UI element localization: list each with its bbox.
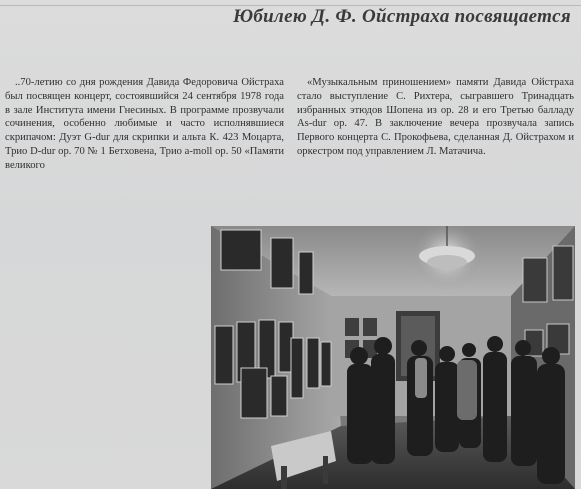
- exhibition-hall-photo: [211, 226, 575, 489]
- article-paragraph-right: «Музыкальным приношением» памяти Давида Ойстраха стало выступление С. Рихтера, сыгравшего Тринадцать избранных этюдов Шопена из op. 28 и его Третью балладу As-dur op. 47. В заключение вечера прозвучала запись Первого концерта С. Прокофьева, сделанная Д. Ойстрахом и оркестром под управлением Л. Матачича.: [297, 77, 574, 157]
- article-headline: Юбилею Д. Ф. Ойстраха посвящается: [233, 6, 571, 27]
- article-column-right: [297, 76, 574, 159]
- article-paragraph-left: ..70-летию со дня рождения Давида Федоровича Ойстраха был посвящен концерт, состоявшийся 24 сентября 1978 года в зале Института имени Гнесиных. В программе прозвучали сочинения, особенно любимые и часто исполнявшиеся скрипачом: Дуэт G-dur для скрипки и альта К. 423 Моцарта, Трио D-dur op. 70 № 1 Бетховена, Трио a-moll op. 50 «Памяти великого: [5, 77, 284, 171]
- article-column-left: [5, 76, 284, 173]
